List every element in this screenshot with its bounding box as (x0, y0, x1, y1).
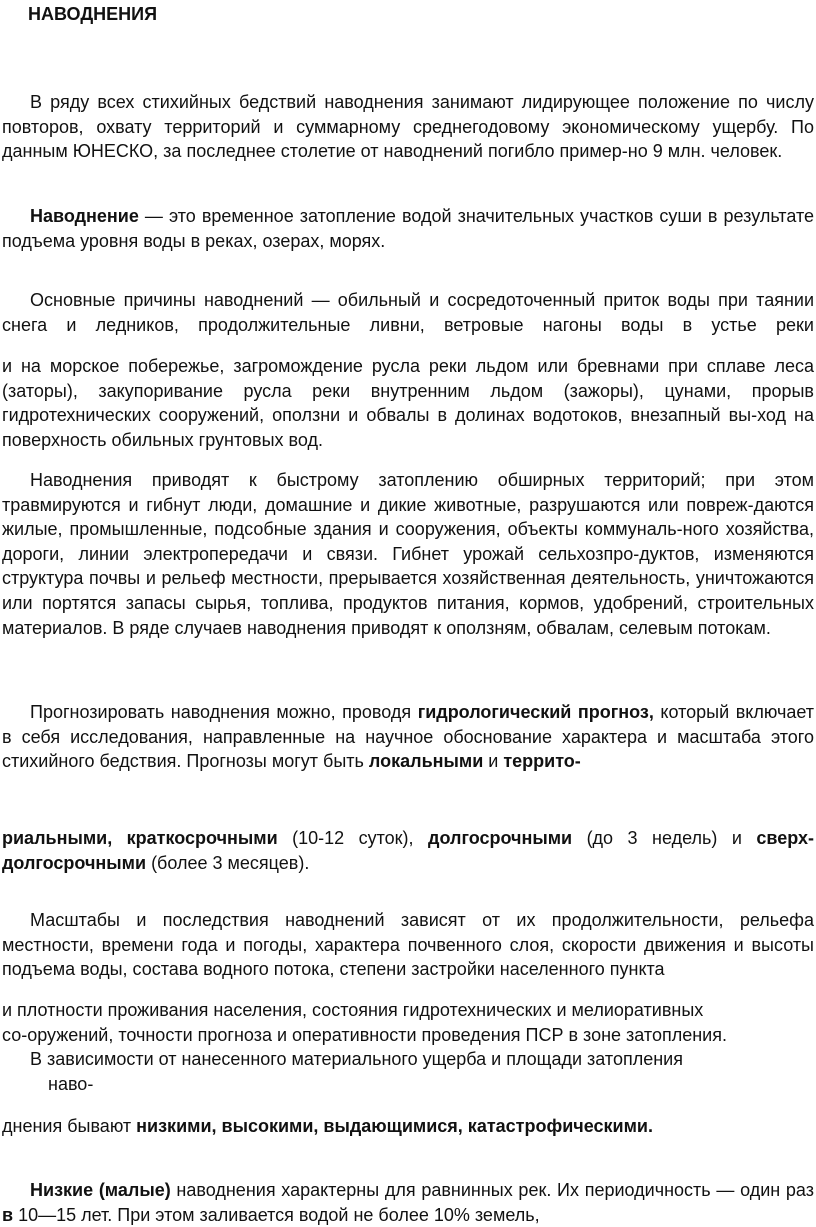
forecast-types-text-1: (10-12 суток), (277, 828, 429, 848)
term-short-term: риальными, краткосрочными (2, 828, 278, 848)
paragraph-causes-continued (2, 354, 814, 452)
paragraph-forecast (2, 700, 814, 774)
paragraph-consequences (2, 468, 814, 640)
term-extra-long-term: сверх-долгосрочными (2, 828, 814, 873)
paragraph-forecast-types (2, 826, 814, 875)
flood-types-text: днения бывают (2, 1116, 137, 1136)
paragraph-causes (2, 288, 814, 337)
term-hydrological-forecast: гидрологический прогноз, (417, 702, 654, 722)
low-floods-bold-v: в (2, 1204, 14, 1225)
paragraph-intro-text: В ряду всех стихийных бедствий наводнения занимают лидирующее положение по числу повторов, охвату территорий и суммарному среднегодовому экономическому ущербу. По данным ЮНЕСКО, за последнее столетие от наводнений погибло пример-но 9 млн. человек. (2, 92, 814, 162)
paragraph-intro (2, 90, 814, 164)
paragraph-scale-factors-continued (2, 998, 814, 1096)
flood-types-list: низкими, высокими, выдающимися, катастрофическими. (136, 1116, 653, 1136)
scale-line-4: наво- (48, 1073, 94, 1094)
forecast-text-2: который включает в себя исследования, направленные на научное обоснование характера и масштаба этого стихийного бедствия. Прогнозы могут быть (2, 702, 815, 772)
definition-text: — это временное затопление водой значительных участков суши в результате подъема уровня воды в реках, озерах, морях. (2, 206, 814, 251)
paragraph-causes-continued-text: и на морское побережье, загромождение русла реки льдом или бревнами при сплаве леса (заторы), закупоривание русла реки внутренним льдом (зажоры), цунами, прорыв гидротехнических сооружений, оползни и обвалы в долинах водотоков, внезапный вы-ход на поверхность обильных грунтовых вод. (2, 356, 814, 450)
paragraph-scale-factors-text: Масштабы и последствия наводнений зависят от их продолжительности, рельефа местности, времени года и погоды, характера почвенного слоя, скорости движения и высоты подъема воды, состава водного потока, степени застройки населенного пункта (2, 910, 814, 980)
term-territorial-start: террито- (503, 751, 581, 772)
paragraph-definition (2, 204, 814, 253)
paragraph-low-floods (2, 1178, 814, 1227)
low-floods-text-2: 10—15 лет. При этом заливается водой не более 10% земель, (13, 1204, 540, 1225)
paragraph-flood-types (2, 1114, 814, 1139)
term-long-term: долгосрочными (428, 828, 573, 848)
paragraph-scale-factors (2, 908, 814, 982)
paragraph-consequences-text: Наводнения приводят к быстрому затоплению обширных территорий; при этом травмируются и гибнут люди, домашние и дикие животные, разрушаются или повреж-даются жилые, промышленные, подсобные здания и сооружения, объекты коммуналь-ного хозяйства, дороги, линии электропередачи и связи. Гибнет урожай сельхозпро-дуктов, изменяются структура почвы и рельеф местности, прерывается хозяйственная деятельность, уничтожаются или портятся запасы сырья, топлива, продуктов питания, кормов, удобрений, строительных материалов. В ряде случаев наводнения приводят к оползням, обвалам, селевым потокам. (2, 470, 814, 638)
forecast-types-text-3: (более 3 месяцев). (146, 852, 310, 873)
term-flood: Наводнение (30, 206, 139, 226)
term-low-floods: Низкие (малые) (30, 1180, 171, 1200)
scale-line-3: В зависимости от нанесенного материального ущерба и площади затопления (30, 1049, 683, 1070)
forecast-text-1: Прогнозировать наводнения можно, проводя (30, 702, 418, 722)
paragraph-causes-text: Основные причины наводнений — обильный и сосредоточенный приток воды при таянии снега и ледников, продолжительные ливни, ветровые нагоны воды в устье реки (2, 290, 814, 335)
scale-line-2: со-оружений, точности прогноза и оперативности проведения ПСР в зоне затопления. (2, 1024, 727, 1045)
forecast-types-text-2: (до 3 недель) и (572, 828, 757, 848)
scale-line-1: и плотности проживания населения, состояния гидротехнических и мелиоративных (2, 1000, 704, 1020)
forecast-text-3: и (483, 751, 504, 772)
term-local: локальными (368, 751, 484, 772)
low-floods-text-1: наводнения характерны для равнинных рек. Их периодичность — один раз (170, 1180, 814, 1200)
page-title: НАВОДНЕНИЯ (28, 4, 158, 24)
